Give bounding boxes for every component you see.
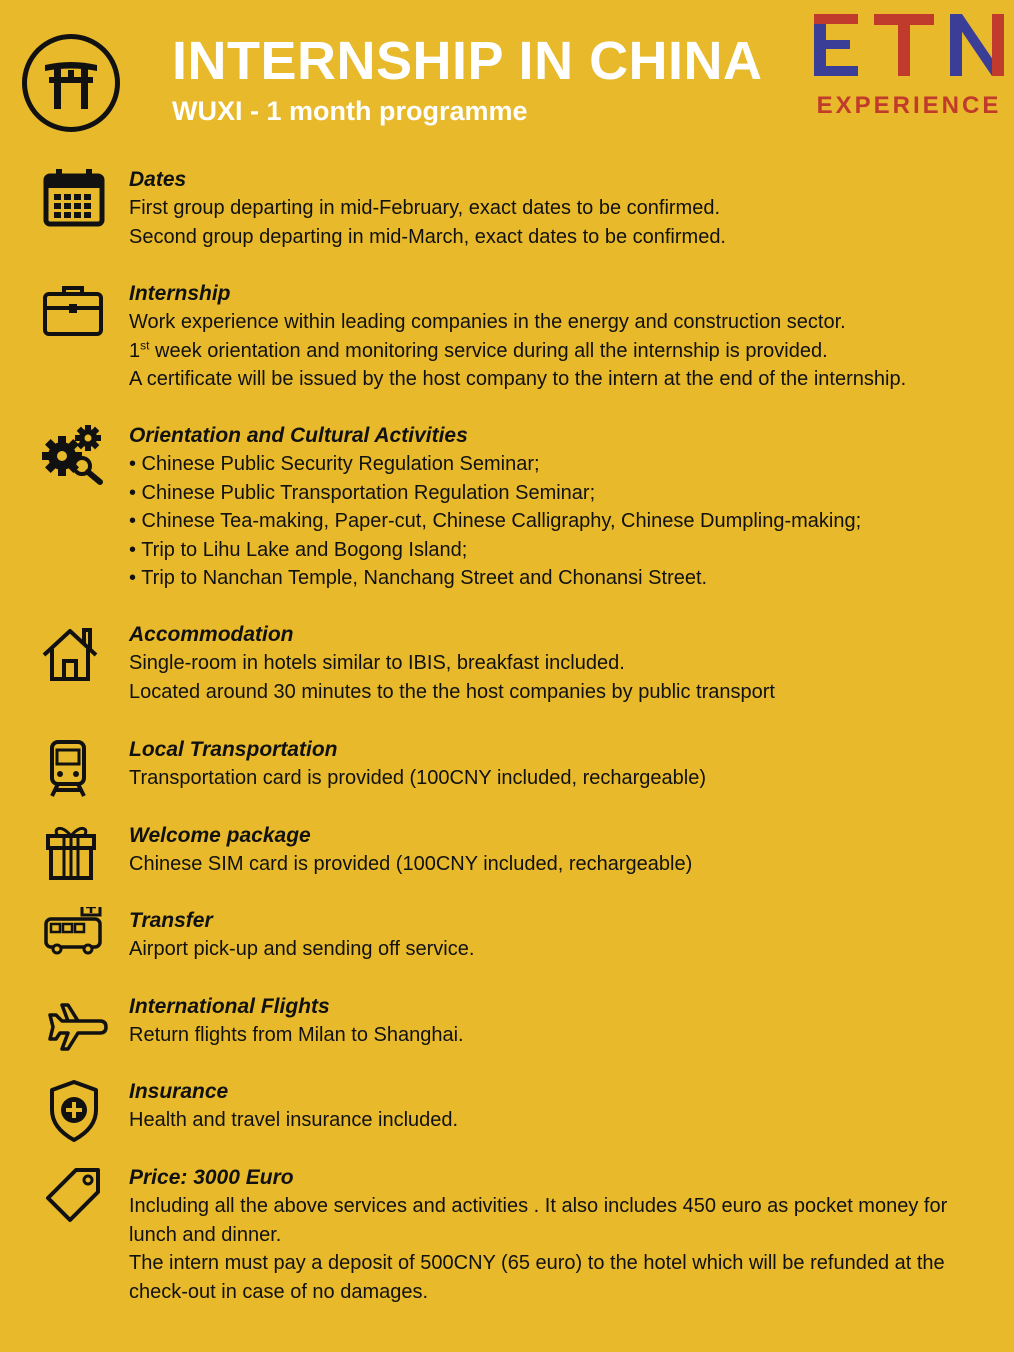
- section-body: [129, 308, 999, 394]
- section-body: [129, 194, 999, 251]
- section-body: [129, 764, 999, 793]
- calendar-icon: [40, 166, 108, 234]
- section-title: Local Transportation: [129, 738, 338, 761]
- section-body: [129, 850, 999, 879]
- body-line: [129, 337, 999, 366]
- house-icon: [40, 621, 108, 689]
- section-body: [129, 935, 999, 964]
- section-title: Dates: [129, 168, 187, 191]
- ordinal-number: 1: [129, 339, 141, 362]
- body-line: Work experience within leading companies in the energy and construction sector.: [129, 311, 846, 333]
- bullet-item: • Chinese Tea-making, Paper-cut, Chinese Calligraphy, Chinese Dumpling-making;: [129, 510, 862, 533]
- section-title: Accommodation: [129, 623, 294, 646]
- body-line-rest: week orientation and monitoring service during all the internship is provided.: [149, 339, 828, 362]
- torii-gate-logo: [22, 34, 120, 132]
- gears-icon: [40, 422, 108, 490]
- body-line: Return flights from Milan to Shanghai.: [129, 1024, 464, 1046]
- bullet-item: • Trip to Nanchan Temple, Nanchang Street and Chonansi Street.: [129, 567, 708, 590]
- page-title: INTERNSHIP IN CHINA: [172, 31, 763, 91]
- section-title: Price: 3000 Euro: [129, 1166, 294, 1189]
- section-body: [129, 1021, 999, 1050]
- bus-icon: [40, 907, 108, 975]
- section-title: International Flights: [129, 995, 330, 1018]
- section-title: Insurance: [129, 1080, 229, 1103]
- etn-experience-logo: [812, 12, 1006, 119]
- body-line: First group departing in mid-February, exact dates to be confirmed.: [129, 197, 721, 219]
- section-title: Orientation and Cultural Activities: [129, 424, 468, 447]
- body-line: Health and travel insurance included.: [129, 1109, 459, 1131]
- body-line: Second group departing in mid-March, exact dates to be confirmed.: [129, 225, 726, 248]
- body-paragraph: Including all the above services and activities . It also includes 450 euro as pocket money for lunch and dinner.: [129, 1195, 948, 1246]
- bullet-item: • Trip to Lihu Lake and Bogong Island;: [129, 538, 468, 561]
- body-line: Single-room in hotels similar to IBIS, breakfast included.: [129, 652, 625, 674]
- gift-icon: [40, 822, 108, 890]
- section-body: [129, 450, 999, 593]
- body-paragraph: The intern must pay a deposit of 500CNY (65 euro) to the hotel which will be refunded at the check-out in case of no damages.: [129, 1252, 945, 1303]
- etn-letters-graphic: [812, 12, 1006, 84]
- body-line: Transportation card is provided (100CNY included, rechargeable): [129, 767, 706, 789]
- brand-word: EXPERIENCE: [816, 92, 1002, 119]
- body-line: Chinese SIM card is provided (100CNY included, rechargeable): [129, 853, 693, 875]
- body-line: Located around 30 minutes to the the host companies by public transport: [129, 680, 775, 703]
- bullet-item: • Chinese Public Transportation Regulation Seminar;: [129, 481, 596, 504]
- section-title: Transfer: [129, 909, 213, 932]
- price-tag-icon: [40, 1164, 108, 1232]
- page-subtitle: WUXI - 1 month programme: [172, 96, 528, 126]
- briefcase-icon: [40, 280, 108, 348]
- torii-gate-icon: [27, 39, 115, 127]
- section-body: [129, 1106, 999, 1135]
- ordinal-suffix: st: [140, 337, 150, 352]
- train-icon: [40, 736, 108, 804]
- bullet-item: • Chinese Public Security Regulation Seminar;: [129, 453, 540, 475]
- section-body: [129, 649, 999, 706]
- body-line: Airport pick-up and sending off service.: [129, 938, 475, 960]
- body-line: A certificate will be issued by the host company to the intern at the end of the internship.: [129, 368, 907, 391]
- shield-icon: [40, 1078, 108, 1146]
- plane-icon: [40, 993, 108, 1061]
- section-title: Welcome package: [129, 824, 311, 847]
- section-title: Internship: [129, 282, 231, 305]
- section-body: [129, 1192, 999, 1306]
